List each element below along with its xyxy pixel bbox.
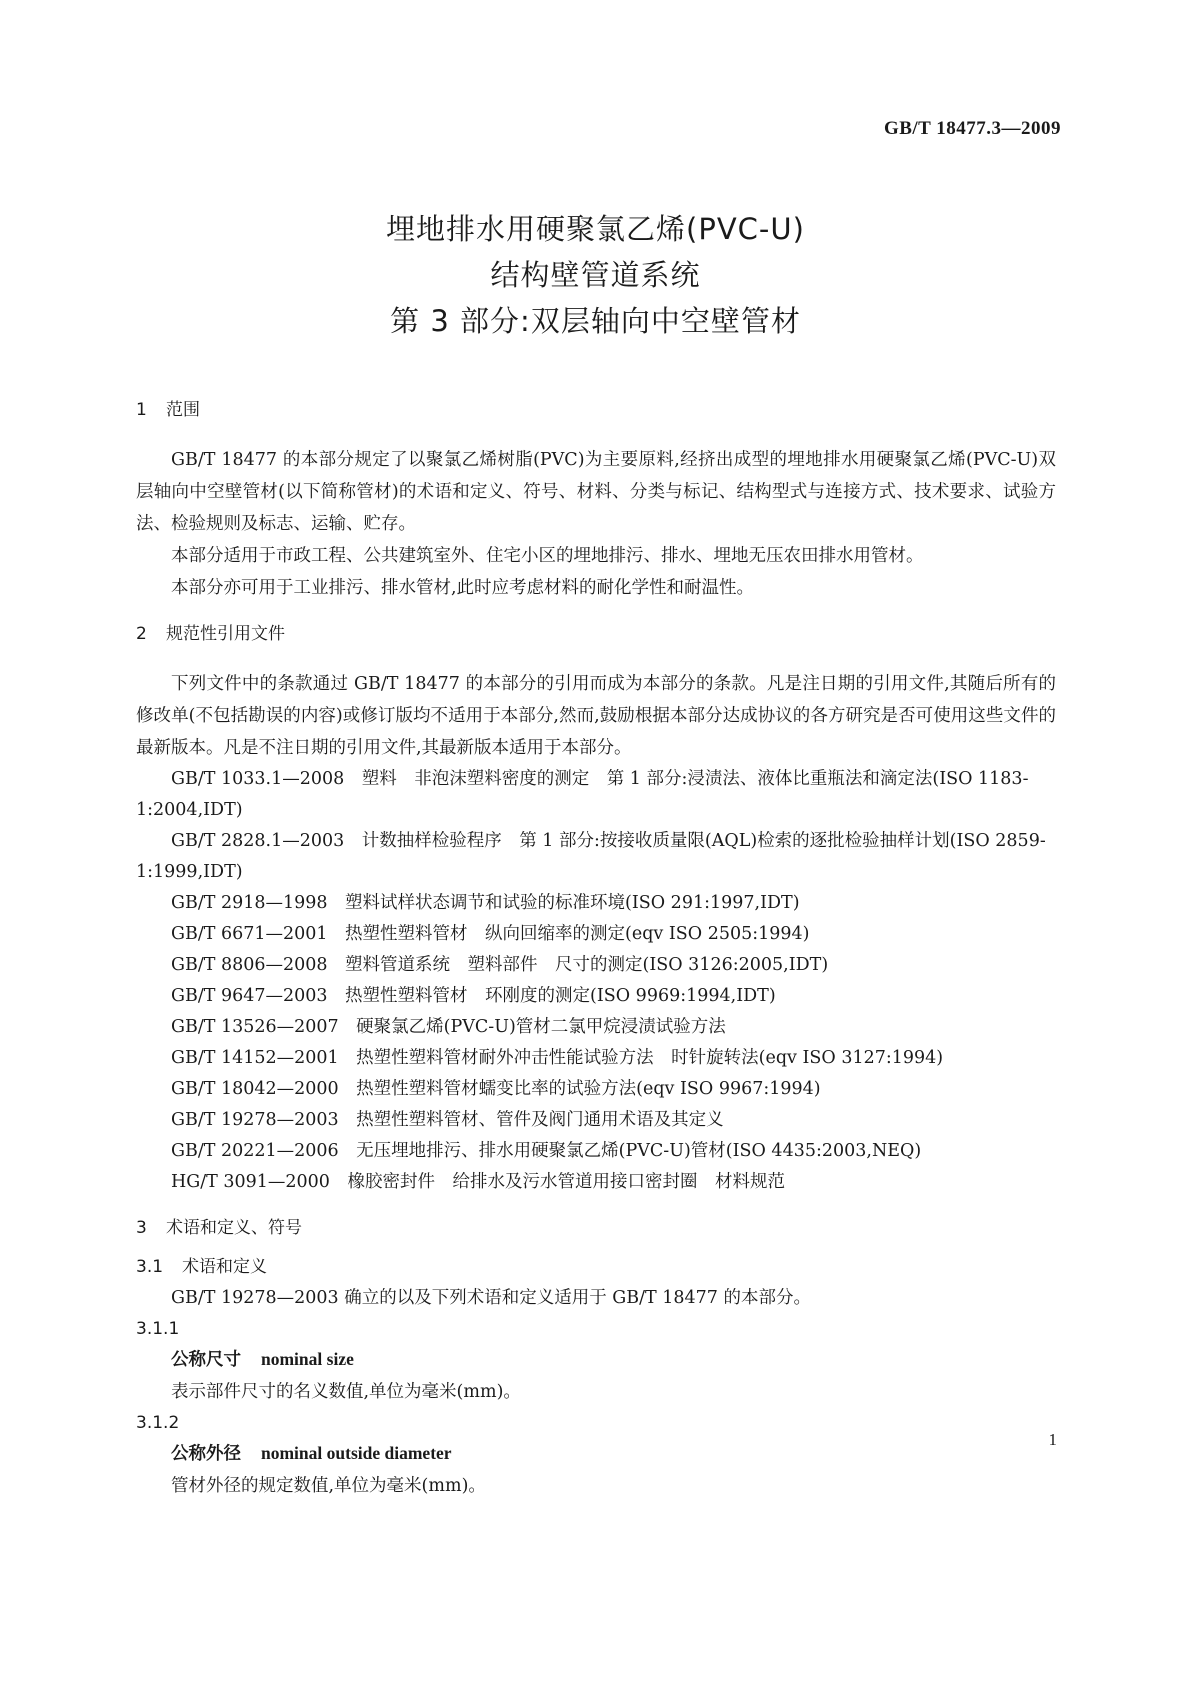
references-intro: 下列文件中的条款通过 GB/T 18477 的本部分的引用而成为本部分的条款。凡是注日期的引用文件,其随后所有的修改单(不包括勘误的内容)或修订版均不适用于本部分,然而,鼓励根据本部分达成协议的各方研究是否可使用这些文件的最新版本。凡是不注日期的引用文件,其最新版本适用于本部分。 (136, 674, 1056, 758)
section-number: 2 (136, 624, 147, 644)
reference-item: GB/T 18042—2000 热塑性塑料管材蠕变比率的试验方法(eqv ISO 9967:1994) (171, 1079, 821, 1099)
section-title: 范围 (166, 400, 200, 420)
terms-intro: GB/T 19278—2003 确立的以及下列术语和定义适用于 GB/T 18477 的本部分。 (171, 1288, 812, 1308)
term-en: nominal outside diameter (261, 1443, 452, 1463)
term-number: 3.1.2 (136, 1413, 180, 1433)
section-title: 术语和定义、符号 (166, 1218, 302, 1238)
title-line-1: 埋地排水用硬聚氯乙烯(PVC-U) (386, 212, 805, 246)
scope-paragraph-1: GB/T 18477 的本部分规定了以聚氯乙烯树脂(PVC)为主要原料,经挤出成型的埋地排水用硬聚氯乙烯(PVC-U)双层轴向中空壁管材(以下简称管材)的术语和定义、符号、材料、分类与标记、结构型式与连接方式、技术要求、试验方法、检验规则及标志、运输、贮存。 (136, 450, 1056, 534)
subsection-number: 3.1 (136, 1257, 164, 1277)
title-line-3: 第 3 部分:双层轴向中空壁管材 (390, 304, 801, 338)
reference-item: GB/T 2828.1—2003 计数抽样检验程序 第 1 部分:按接收质量限(AQL)检索的逐批检验抽样计划(ISO 2859-1:1999,IDT) (136, 831, 1046, 882)
title-line-2: 结构壁管道系统 (490, 258, 701, 292)
term-zh: 公称外径 (171, 1444, 241, 1464)
section-2-heading (136, 618, 1056, 650)
subsection-3-1-heading (136, 1252, 1056, 1282)
subsection-title: 术语和定义 (182, 1257, 267, 1277)
term-definition: 表示部件尺寸的名义数值,单位为毫米(mm)。 (171, 1382, 521, 1402)
reference-item: GB/T 2918—1998 塑料试样状态调节和试验的标准环境(ISO 291:1997,IDT) (171, 893, 800, 913)
reference-item: HG/T 3091—2000 橡胶密封件 给排水及污水管道用接口密封圈 材料规范 (171, 1172, 785, 1192)
term-title (136, 1344, 1056, 1376)
section-3-heading (136, 1212, 1056, 1244)
scope-paragraph-3: 本部分亦可用于工业排污、排水管材,此时应考虑材料的耐化学性和耐温性。 (171, 578, 755, 598)
document-title (0, 206, 1191, 344)
scope-paragraph-2: 本部分适用于市政工程、公共建筑室外、住宅小区的埋地排污、排水、埋地无压农田排水用管材。 (171, 546, 924, 566)
term-zh: 公称尺寸 (171, 1350, 241, 1370)
page-number: 1 (1048, 1430, 1057, 1449)
reference-item: GB/T 9647—2003 热塑性塑料管材 环刚度的测定(ISO 9969:1994,IDT) (171, 986, 776, 1006)
section-1-heading (136, 394, 1056, 426)
reference-item: GB/T 1033.1—2008 塑料 非泡沫塑料密度的测定 第 1 部分:浸渍法、液体比重瓶法和滴定法(ISO 1183-1:2004,IDT) (136, 769, 1029, 820)
standard-code: GB/T 18477.3—2009 (883, 118, 1061, 139)
reference-item: GB/T 13526—2007 硬聚氯乙烯(PVC-U)管材二氯甲烷浸渍试验方法 (171, 1017, 726, 1037)
reference-item: GB/T 14152—2001 热塑性塑料管材耐外冲击性能试验方法 时针旋转法(eqv ISO 3127:1994) (171, 1048, 944, 1068)
reference-item: GB/T 8806—2008 塑料管道系统 塑料部件 尺寸的测定(ISO 3126:2005,IDT) (171, 955, 829, 975)
reference-item: GB/T 20221—2006 无压埋地排污、排水用硬聚氯乙烯(PVC-U)管材(ISO 4435:2003,NEQ) (171, 1141, 922, 1161)
section-number: 3 (136, 1218, 147, 1238)
term-title (136, 1438, 1056, 1470)
reference-item: GB/T 6671—2001 热塑性塑料管材 纵向回缩率的测定(eqv ISO 2505:1994) (171, 924, 810, 944)
section-title: 规范性引用文件 (166, 624, 285, 644)
section-number: 1 (136, 400, 147, 420)
reference-item: GB/T 19278—2003 热塑性塑料管材、管件及阀门通用术语及其定义 (171, 1110, 724, 1130)
term-en: nominal size (261, 1349, 354, 1369)
document-body (136, 394, 1056, 1502)
term-number: 3.1.1 (136, 1319, 180, 1339)
term-definition: 管材外径的规定数值,单位为毫米(mm)。 (171, 1476, 486, 1496)
